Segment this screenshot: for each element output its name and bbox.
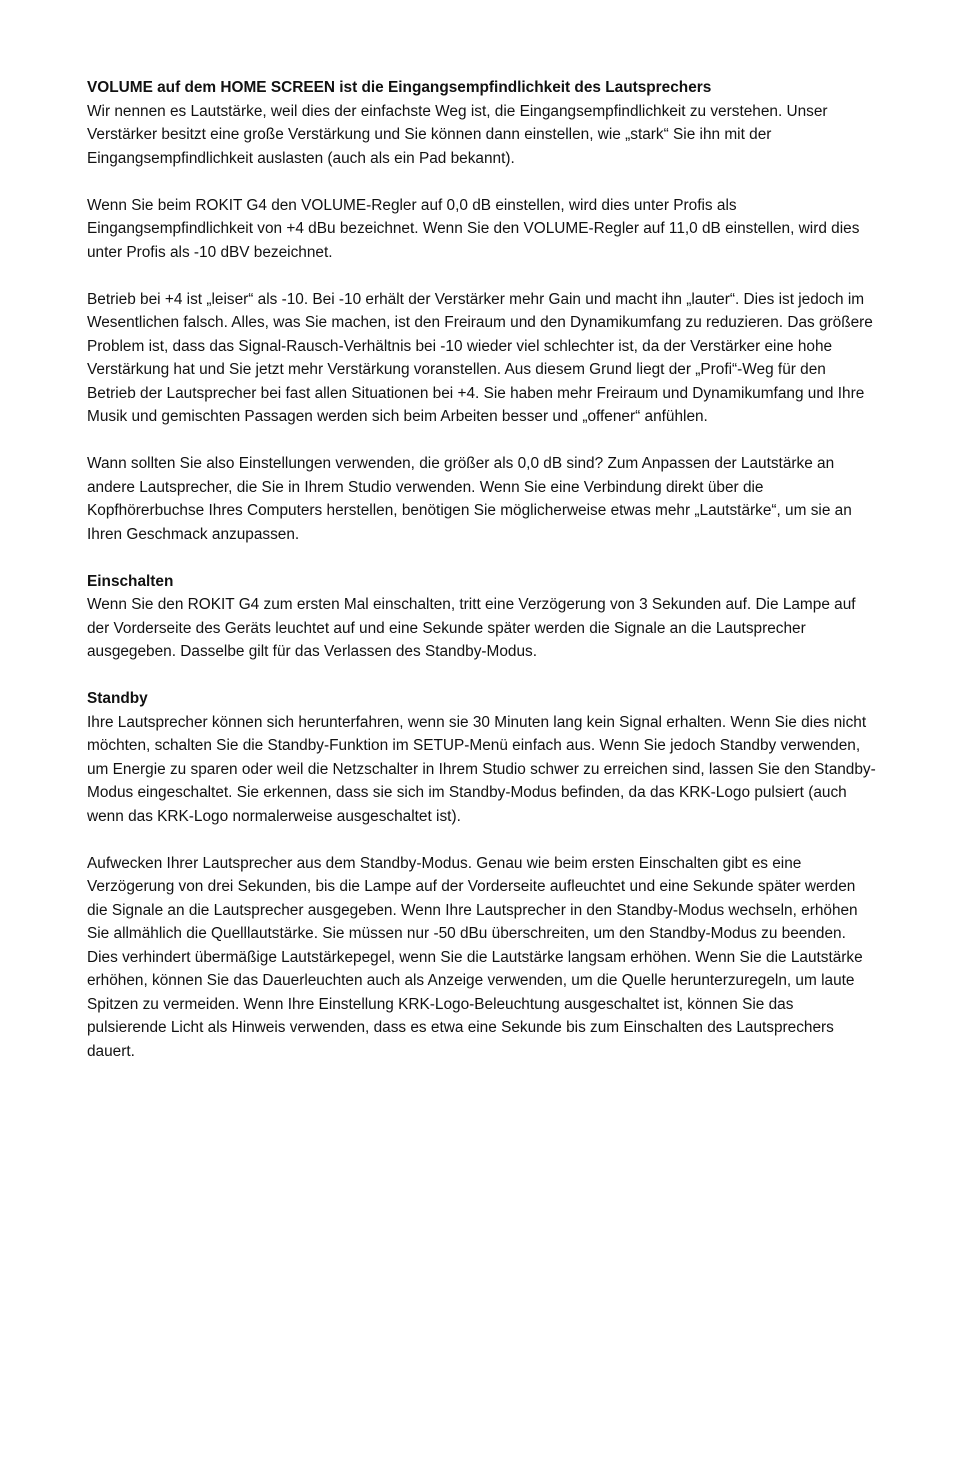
document-page: [87, 76, 877, 1087]
paragraph: Wenn Sie beim ROKIT G4 den VOLUME-Regler auf 0,0 dB einstellen, wird dies unter Profis als Eingangsempfindlichkeit von +4 dBu bezeichnet. Wenn Sie den VOLUME-Regler auf 11,0 dB einstellen, wird dies unter Profis als -10 dBV bezeichnet.: [87, 196, 860, 261]
section-volume-paragraph: [87, 288, 877, 429]
section-volume: [87, 76, 877, 170]
section-volume-paragraph: [87, 194, 877, 265]
paragraph: Wir nennen es Lautstärke, weil dies der einfachste Weg ist, die Eingangsempfindlichkeit zu verstehen. Unser Verstärker besitzt eine große Verstärkung und Sie können dann einstellen, wie „stark“ Sie ihn mit der Eingangsempfindlichkeit auslasten (auch als ein Pad bekannt).: [87, 102, 828, 167]
section-einschalten: [87, 570, 877, 664]
paragraph: Wenn Sie den ROKIT G4 zum ersten Mal einschalten, tritt eine Verzögerung von 3 Sekunden auf. Die Lampe auf der Vorderseite des Geräts leuchtet auf und eine Sekunde später werden die Signale an die Lautsprecher ausgegeben. Dasselbe gilt für das Verlassen des Standby-Modus.: [87, 596, 856, 660]
paragraph: Wann sollten Sie also Einstellungen verwenden, die größer als 0,0 dB sind? Zum Anpassen der Lautstärke an andere Lautsprecher, die Sie in Ihrem Studio verwenden. Wenn Sie eine Verbindung direkt über die Kopfhörerbuchse Ihres Computers herstellen, benötigen Sie möglicherweise etwas mehr „Lautstärke“, um sie an Ihren Geschmack anzupassen.: [87, 455, 852, 543]
section-heading: Einschalten: [87, 572, 174, 590]
paragraph: Aufwecken Ihrer Lautsprecher aus dem Standby-Modus. Genau wie beim ersten Einschalten gibt es eine Verzögerung von drei Sekunden, bis die Lampe auf der Vorderseite aufleuchtet und eine Sekunde später werden die Signale an die Lautsprecher ausgegeben. Wenn Ihre Lautsprecher in den Standby-Modus wechseln, erhöhen Sie allmählich die Quelllautstärke. Sie müssen nur -50 dBu überschreiten, um den Standby-Modus zu beenden. Dies verhindert übermäßige Lautstärkepegel, wenn Sie die Lautstärke langsam erhöhen. Wenn Sie die Lautstärke erhöhen, können Sie das Dauerleuchten auch als Anzeige verwenden, um die Quelle herunterzuregeln, um laute Spitzen zu vermeiden. Wenn Ihre Einstellung KRK-Logo-Beleuchtung ausgeschaltet ist, können Sie das pulsierende Licht als Hinweis verwenden, dass es etwa eine Sekunde bis zum Einschalten des Lautsprechers dauert.: [87, 854, 863, 1060]
section-volume-paragraph: [87, 452, 877, 546]
section-heading: Standby: [87, 690, 148, 707]
section-standby-paragraph: [87, 852, 877, 1064]
paragraph: Ihre Lautsprecher können sich herunterfahren, wenn sie 30 Minuten lang kein Signal erhalten. Wenn Sie dies nicht möchten, schalten Sie die Standby-Funktion im SETUP-Menü einfach aus. Wenn Sie jedoch Standby verwenden, um Energie zu sparen oder weil die Netzschalter in Ihrem Studio schwer zu erreichen sind, lassen Sie den Standby-Modus eingeschaltet. Sie erkennen, dass sie sich im Standby-Modus befinden, da das KRK-Logo pulsiert (auch wenn das KRK-Logo normalerweise ausgeschaltet ist).: [87, 713, 876, 825]
paragraph: Betrieb bei +4 ist „leiser“ als -10. Bei -10 erhält der Verstärker mehr Gain und macht ihn „lauter“. Dies ist jedoch im Wesentlichen falsch. Alles, was Sie machen, ist den Freiraum und den Dynamikumfang zu reduzieren. Das größere Problem ist, dass das Signal-Rausch-Verhältnis bei -10 wieder viel schlechter ist, da der Verstärker eine hohe Verstärkung hat und Sie jetzt mehr Verstärkung voranstellen. Aus diesem Grund liegt der „Profi“-Weg für den Betrieb der Lautsprecher bei fast allen Situationen bei +4. Sie haben mehr Freiraum und Dynamikumfang und Ihre Musik und gemischten Passagen werden sich beim Arbeiten besser und „offener“ anfühlen.: [87, 290, 873, 425]
section-standby: [87, 687, 877, 828]
section-heading: VOLUME auf dem HOME SCREEN ist die Eingangsempfindlichkeit des Lautsprechers: [87, 79, 712, 96]
